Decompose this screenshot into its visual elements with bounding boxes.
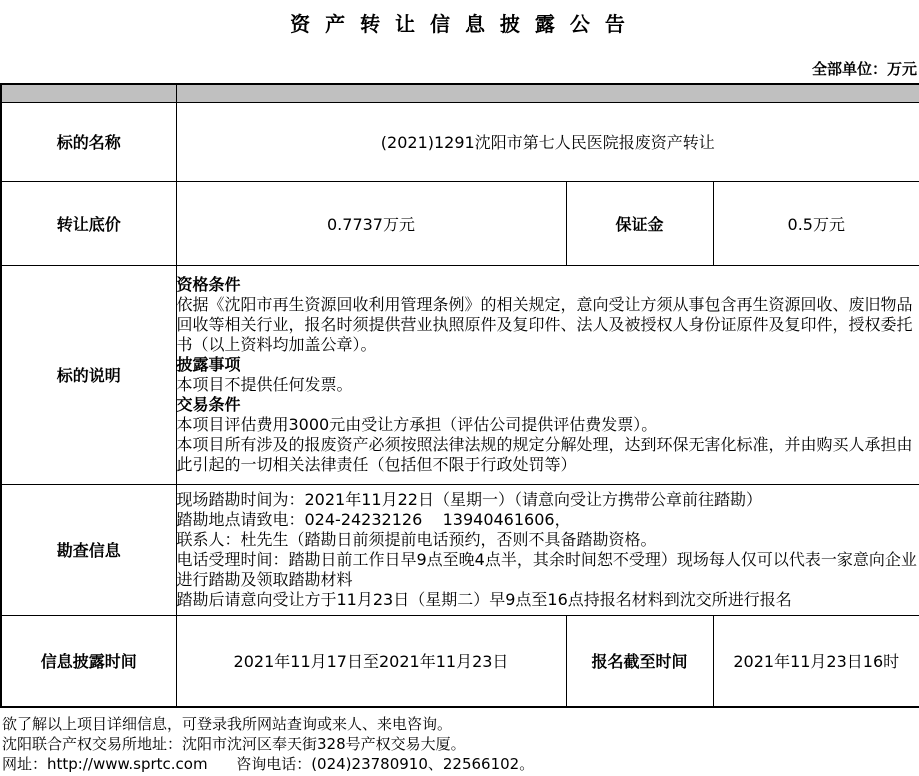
transfer-price-value: 0.7737万元 [176,181,566,265]
survey-phone-line: 踏勘地点请致电：024-24232126 13940461606， [176,509,571,529]
trade-conditions-text-1: 本项目评估费用3000元由受让方承担（评估公司提供评估费发票）。 [176,414,658,434]
price-row [1,181,919,265]
deposit-label: 保证金 [566,181,713,265]
survey-registration-line: 踏勘后请意向受让方于11月23日（星期二）早9点至16点持报名材料到沈交所进行报名 [176,589,792,609]
survey-time-line: 现场踏勘时间为：2021年11月22日（星期一）（请意向受让方携带公章前往踏勘） [176,489,762,509]
dates-row [1,615,919,707]
qualification-conditions-text: 依据《沈阳市再生资源回收利用管理条例》的相关规定，意向受让方须从事包含再生资源回收、废旧物品回收等相关行业，报名时须提供营业执照原件及复印件、法人及被授权人身份证原件及复印件，授权委托书（以上资料均加盖公章）。 [176,294,913,354]
subject-description-label: 标的说明 [1,265,176,484]
subject-description-row [1,265,919,484]
footer-contact-line: 网址：http://www.sprtc.com 咨询电话：(024)23780910、22566102。 [2,755,535,773]
disclosure-table [0,83,919,708]
transfer-price-label: 转让底价 [1,181,176,265]
disclosure-matters-heading: 披露事项 [176,354,241,374]
disclosure-period-value: 2021年11月17日至2021年11月23日 [176,615,566,707]
header-cell-left [1,84,176,102]
survey-info-row [1,484,919,615]
header-cell-right [176,84,919,102]
subject-name-row [1,102,919,181]
subject-description-cell [176,265,919,484]
survey-contact-line: 联系人：杜先生（踏勘日前须提前电话预约，否则不具备踏勘资格。 [176,529,657,549]
page-title: 资 产 转 让 信 息 披 露 公 告 [290,12,629,36]
survey-info-cell [176,484,919,615]
footer-note-line: 欲了解以上项目详细信息，可登录我所网站查询或来人、来电咨询。 [2,715,453,733]
deposit-value: 0.5万元 [713,181,919,265]
footer-address-line: 沈阳联合产权交易所地址：沈阳市沈河区奉天街328号产权交易大厦。 [2,735,466,753]
disclosure-matters-text: 本项目不提供任何发票。 [176,374,353,394]
registration-deadline-value: 2021年11月23日16时 [713,615,919,707]
survey-call-hours-line: 电话受理时间：踏勘日前工作日早9点至晚4点半，其余时间恕不受理）现场每人仅可以代表一家意向企业进行踏勘及领取踏勘材料 [176,549,917,589]
trade-conditions-text-2: 本项目所有涉及的报废资产必须按照法律法规的规定分解处理，达到环保无害化标准，并由购买人承担由此引起的一切相关法律责任（包括但不限于行政处罚等） [176,434,913,474]
survey-info-label: 勘查信息 [1,484,176,615]
table-header-row [1,84,919,102]
qualification-conditions-heading: 资格条件 [176,274,241,294]
footer [0,714,919,774]
registration-deadline-label: 报名截至时间 [566,615,713,707]
trade-conditions-heading: 交易条件 [176,394,241,414]
disclosure-period-label: 信息披露时间 [1,615,176,707]
subject-name-label: 标的名称 [1,102,176,181]
subject-name-value: (2021)1291沈阳市第七人民医院报废资产转让 [176,102,919,181]
unit-note: 全部单位：万元 [811,60,917,78]
